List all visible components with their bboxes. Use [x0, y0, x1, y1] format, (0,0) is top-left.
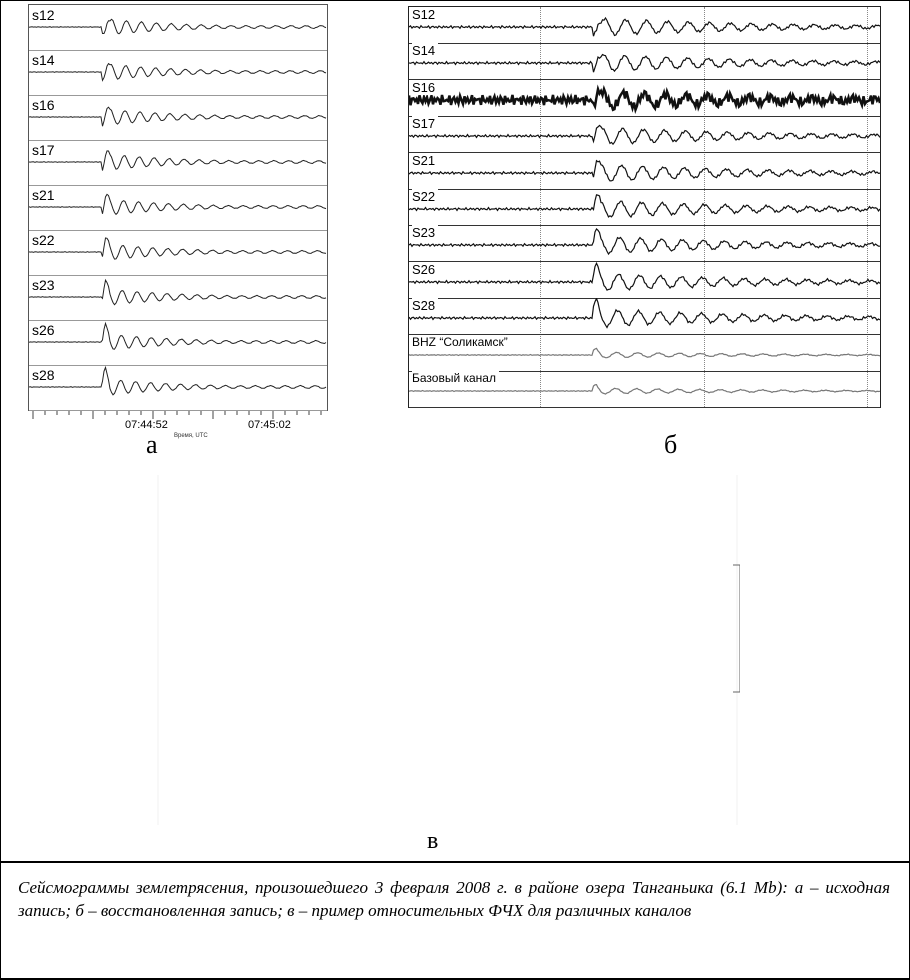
panel-a-trace [29, 320, 327, 366]
trace-label: BHZ “Соликамск” [412, 335, 511, 349]
panel-b-trace [409, 153, 880, 190]
figure-caption: Сейсмограммы землетрясения, произошедшего 3 февраля 2008 г. в районе озера Танганьика (6.1 Mb): а – исходная запись; б – восстановленная запись; в – пример относительных ФЧХ для различных каналов [18, 878, 890, 920]
trace-label: S26 [412, 262, 438, 277]
trace-label: s26 [32, 322, 55, 338]
panel-c-letter: в [427, 828, 439, 854]
trace-label: s23 [32, 277, 55, 293]
trace-label: S14 [412, 43, 438, 58]
trace-line [29, 151, 326, 171]
time-label-1: 07:44:52 [125, 419, 168, 431]
panel-b-trace [409, 116, 880, 153]
trace-line [29, 367, 326, 394]
trace-line [29, 107, 326, 126]
trace-label: s21 [32, 187, 55, 203]
panel-a-trace [29, 185, 327, 231]
trace-label: S22 [412, 189, 438, 204]
trace-line [29, 323, 326, 349]
trace-line [409, 263, 880, 290]
trace-line [409, 160, 880, 180]
trace-line [29, 238, 326, 259]
panel-b-trace [409, 262, 880, 299]
panel-b-trace [409, 189, 880, 226]
trace-label: s22 [32, 232, 55, 248]
panel-b-seismograms [408, 6, 881, 408]
panel-b-trace [409, 7, 880, 44]
trace-label: S23 [412, 225, 438, 240]
trace-label: S12 [412, 7, 438, 22]
panel-b-trace [409, 225, 880, 262]
panel-b-trace [409, 335, 880, 372]
panel-a-trace [29, 50, 327, 96]
time-label-2: 07:45:02 [248, 419, 291, 431]
trace-label: Базовый канал [412, 371, 499, 385]
trace-line [409, 385, 880, 395]
trace-label: S28 [412, 298, 438, 313]
caption-divider [0, 861, 910, 863]
panel-c-phase-response [155, 470, 740, 830]
trace-line [409, 195, 880, 217]
panel-a-letter: а [146, 430, 158, 459]
trace-line [409, 299, 880, 328]
panel-a-seismograms [28, 4, 328, 411]
panel-a-trace [29, 275, 327, 321]
trace-label: S21 [412, 153, 438, 168]
trace-line [409, 126, 880, 145]
trace-line [409, 89, 880, 110]
panel-b-trace [409, 371, 880, 408]
panel-a-trace [29, 5, 327, 51]
panel-a-trace [29, 365, 327, 411]
trace-line [29, 19, 326, 34]
trace-label: s12 [32, 7, 55, 23]
trace-label: s16 [32, 97, 55, 113]
trace-label: s17 [32, 142, 55, 158]
trace-line [409, 18, 880, 36]
trace-label: s14 [32, 52, 55, 68]
trace-label: S16 [412, 80, 438, 95]
panel-b-trace [409, 43, 880, 80]
time-axis-label: Время, UTC [174, 433, 208, 439]
panel-b-letter: б [664, 430, 678, 459]
trace-line [29, 194, 326, 214]
trace-line [409, 55, 880, 73]
panel-a-trace [29, 230, 327, 276]
trace-line [409, 348, 880, 357]
panel-b-trace [409, 298, 880, 335]
trace-line [29, 64, 326, 81]
trace-label: s28 [32, 367, 55, 383]
panel-a-trace [29, 140, 327, 186]
panel-a-trace [29, 95, 327, 141]
panel-b-trace [409, 80, 880, 117]
trace-line [409, 229, 880, 254]
trace-label: S17 [412, 116, 438, 131]
trace-line [29, 280, 326, 305]
